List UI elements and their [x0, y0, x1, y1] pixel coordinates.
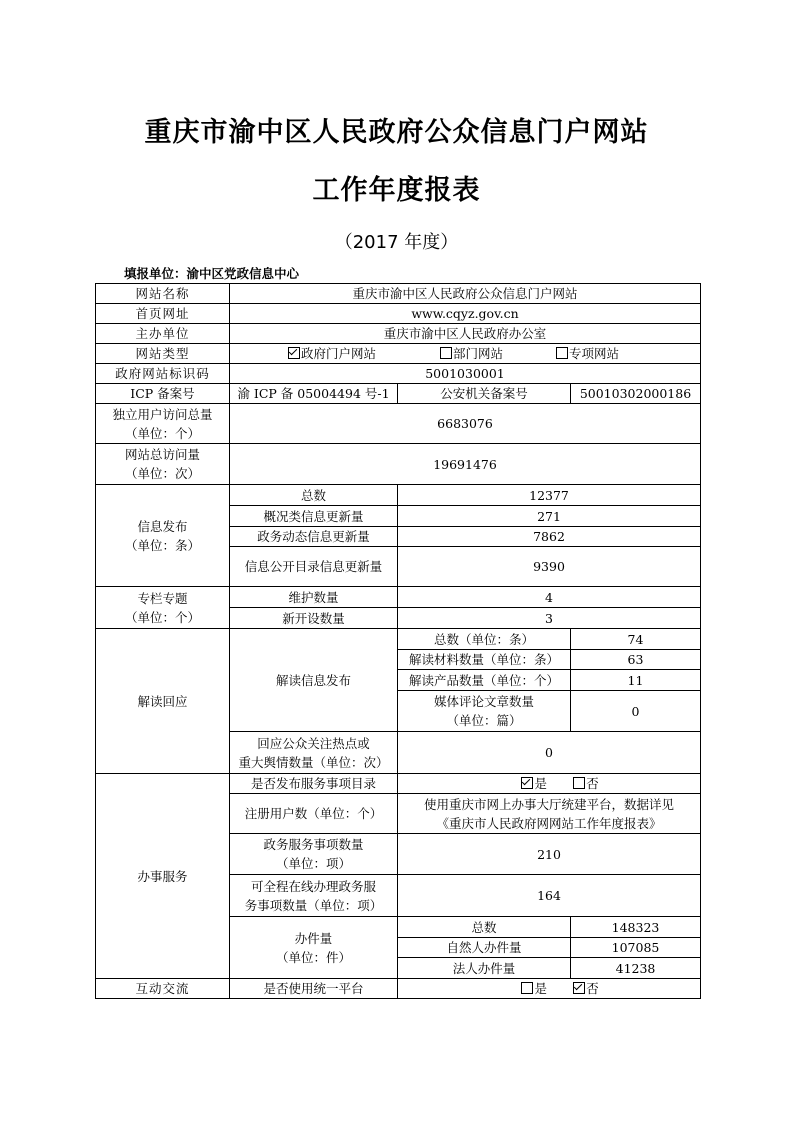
report-year: （2017 年度） [334, 232, 459, 253]
row-label: 解读产品数量（单位：个） [398, 670, 571, 691]
svc-users-value [398, 794, 701, 834]
table-row [96, 404, 701, 444]
label-line: 务事项数量（单位：项） [244, 897, 383, 913]
column-maintain-value: 4 [398, 587, 701, 608]
site-type-special[interactable] [556, 344, 619, 363]
interact-platform-yes[interactable] [499, 979, 569, 998]
table-row [96, 344, 701, 364]
row-label: 网站类型 [96, 344, 230, 364]
interact-platform-no[interactable] [573, 979, 599, 998]
interp-product-value: 11 [571, 670, 701, 691]
checkbox-icon[interactable] [556, 347, 568, 359]
row-label: 法人办件量 [398, 958, 571, 979]
table-row [96, 284, 701, 304]
police-value: 50010302000186 [571, 384, 701, 404]
table-row [96, 485, 701, 506]
row-label: 首页网址 [96, 304, 230, 324]
sponsor-value: 重庆市渝中区人民政府办公室 [230, 324, 701, 344]
info-dynamic-value: 7862 [398, 527, 701, 547]
report-title: 重庆市渝中区人民政府公众信息门户网站 [144, 117, 649, 148]
row-label: 解读材料数量（单位：条） [398, 650, 571, 670]
row-label [398, 691, 571, 732]
svc-online-value: 164 [398, 875, 701, 917]
site-type-options [230, 344, 701, 364]
label-line: 专栏专题 [137, 590, 188, 606]
label-line: （单位：件） [275, 949, 351, 965]
table-row [96, 324, 701, 344]
label-line: 重大舆情数量（单位：次） [238, 754, 389, 770]
row-label: 注册用户数（单位：个） [230, 794, 398, 834]
row-label: 是否发布服务事项目录 [230, 774, 398, 794]
option-label: 否 [586, 981, 599, 996]
row-label: 网站名称 [96, 284, 230, 304]
value-line: 使用重庆市网上办事大厅统建平台，数据详见 [424, 796, 675, 812]
value-line: 《重庆市人民政府网网站工作年度报表》 [436, 815, 662, 831]
option-label: 是 [534, 981, 547, 996]
section-label: 解读回应 [96, 629, 230, 774]
row-label: 维护数量 [230, 587, 398, 608]
report-table [95, 283, 701, 999]
svc-catalog-no[interactable] [573, 774, 599, 793]
table-row [96, 979, 701, 999]
interp-response-value: 0 [398, 732, 701, 774]
interp-material-value: 63 [571, 650, 701, 670]
row-label: 总数 [398, 917, 571, 938]
site-name-value: 重庆市渝中区人民政府公众信息门户网站 [230, 284, 701, 304]
row-label: 解读信息发布 [230, 629, 398, 732]
info-catalog-value: 9390 [398, 547, 701, 587]
option-label: 否 [586, 776, 599, 791]
label-line: 网站总访问量 [124, 447, 200, 462]
option-label: 部门网站 [452, 346, 503, 361]
row-label [96, 404, 230, 444]
section-label: 互动交流 [96, 979, 230, 999]
table-row [96, 587, 701, 608]
checkbox-checked-icon[interactable] [521, 777, 533, 789]
checkbox-icon[interactable] [440, 347, 452, 359]
icp-value: 渝 ICP 备 05004494 号-1 [230, 384, 398, 404]
column-new-value: 3 [398, 608, 701, 629]
label-line: 政务服务事项数量 [263, 837, 364, 852]
label-line: （单位：篇） [446, 713, 522, 728]
row-label: 自然人办件量 [398, 938, 571, 958]
row-label: 是否使用统一平台 [230, 979, 398, 999]
label-line: （单位：个） [124, 609, 200, 625]
site-type-department[interactable] [440, 344, 552, 363]
label-line: （单位：条） [124, 537, 200, 553]
svc-catalog-options [398, 774, 701, 794]
unique-visitors-value: 6683076 [230, 404, 701, 444]
label-line: （单位：项） [275, 856, 351, 871]
row-label [230, 917, 398, 979]
option-label: 政府门户网站 [301, 346, 377, 361]
label-line: 媒体评论文章数量 [433, 694, 534, 709]
label-line: 办件量 [294, 930, 333, 946]
homepage-value: www.cqyz.gov.cn [230, 304, 701, 324]
info-overview-value: 271 [398, 506, 701, 527]
interp-media-value: 0 [571, 691, 701, 732]
section-label: 办事服务 [96, 774, 230, 979]
report-subtitle: 工作年度报表 [312, 175, 481, 206]
label-line: 回应公众关注热点或 [257, 735, 370, 751]
total-visits-value: 19691476 [230, 444, 701, 485]
svc-cases-total-value: 148323 [571, 917, 701, 938]
option-label: 是 [534, 776, 547, 791]
row-label: 政府网站标识码 [96, 364, 230, 384]
row-label: ICP 备案号 [96, 384, 230, 404]
info-total-value: 12377 [398, 485, 701, 506]
row-label [230, 875, 398, 917]
table-row [96, 364, 701, 384]
row-label [96, 444, 230, 485]
section-label [96, 587, 230, 629]
site-id-value: 5001030001 [230, 364, 701, 384]
table-row [96, 444, 701, 485]
row-label: 总数（单位：条） [398, 629, 571, 650]
checkbox-icon[interactable] [521, 982, 533, 994]
checkbox-icon[interactable] [573, 777, 585, 789]
svc-cases-legal-value: 41238 [571, 958, 701, 979]
label-line: 可全程在线办理政务服 [250, 878, 376, 894]
checkbox-checked-icon[interactable] [573, 982, 585, 994]
svc-catalog-yes[interactable] [499, 774, 569, 793]
label-line: 独立用户访问总量 [112, 406, 213, 422]
row-label: 信息公开目录信息更新量 [230, 547, 398, 587]
row-label: 主办单位 [96, 324, 230, 344]
label-line: 信息发布 [137, 518, 188, 534]
row-label: 公安机关备案号 [398, 384, 571, 404]
table-row [96, 629, 701, 650]
row-label: 概况类信息更新量 [230, 506, 398, 527]
interp-total-value: 74 [571, 629, 701, 650]
row-label: 政务动态信息更新量 [230, 527, 398, 547]
label-line: （单位：个） [124, 425, 200, 441]
row-label [230, 732, 398, 774]
interact-platform-options [398, 979, 701, 999]
row-label [230, 834, 398, 875]
checkbox-checked-icon[interactable] [288, 347, 300, 359]
section-label [96, 485, 230, 587]
option-label: 专项网站 [568, 346, 619, 361]
site-type-portal[interactable] [288, 344, 436, 363]
table-row [96, 774, 701, 794]
table-row [96, 304, 701, 324]
table-row [96, 384, 701, 404]
row-label: 新开设数量 [230, 608, 398, 629]
filing-unit: 填报单位：渝中区党政信息中心 [124, 266, 300, 281]
svc-items-value: 210 [398, 834, 701, 875]
label-line: （单位：次） [124, 466, 200, 481]
svc-cases-natural-value: 107085 [571, 938, 701, 958]
row-label: 总数 [230, 485, 398, 506]
